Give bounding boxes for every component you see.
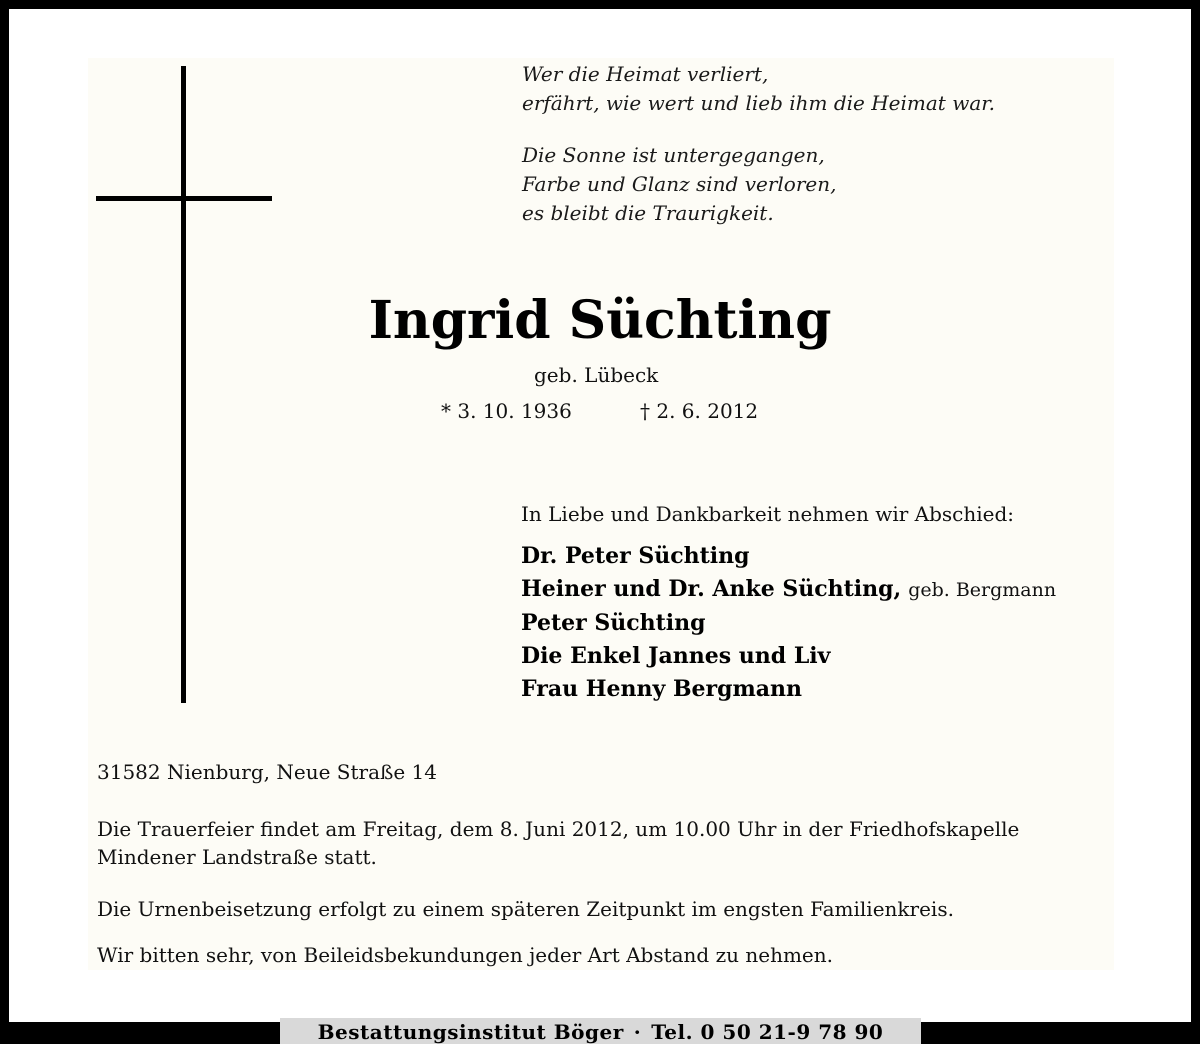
poem-stanza-2 — [522, 141, 836, 228]
deceased-name: Ingrid Süchting — [368, 290, 832, 351]
cross-icon-vertical — [181, 66, 186, 703]
mourner-name: Frau Henny Bergmann — [521, 676, 803, 702]
mourners-list — [521, 540, 1056, 706]
poem-line: Farbe und Glanz sind verloren, — [522, 172, 837, 196]
funeral-notice-line: Die Trauerfeier findet am Freitag, dem 8. Juni 2012, um 10.00 Uhr in der Friedhofskapelle — [97, 817, 1020, 841]
cross-icon-horizontal — [96, 196, 272, 201]
poem-line: Wer die Heimat verliert, — [522, 62, 769, 86]
mourner-item — [521, 573, 1056, 607]
mourner-name: Die Enkel Jannes und Liv — [521, 643, 831, 669]
urn-notice: Die Urnenbeisetzung erfolgt zu einem späteren Zeitpunkt im engsten Familienkreis. — [97, 897, 954, 921]
mourner-item — [521, 540, 1056, 573]
poem-line: Die Sonne ist untergegangen, — [522, 143, 825, 167]
mourner-item — [521, 607, 1056, 640]
poem-line: es bleibt die Traurigkeit. — [522, 201, 774, 225]
mourner-note: geb. Bergmann — [908, 579, 1057, 601]
mourner-name: Dr. Peter Süchting — [521, 543, 750, 569]
family-address: 31582 Nienburg, Neue Straße 14 — [97, 760, 437, 784]
poem-stanza-1 — [522, 60, 995, 118]
farewell-text: In Liebe und Dankbarkeit nehmen wir Abschied: — [521, 502, 1014, 526]
birth-date: * 3. 10. 1936 — [441, 399, 572, 423]
mourner-item — [521, 673, 1056, 706]
funeral-notice — [97, 815, 1117, 871]
funeral-home-name: Bestattungsinstitut Böger — [317, 1020, 624, 1044]
mourner-item — [521, 640, 1056, 673]
mourner-name: Peter Süchting — [521, 610, 706, 636]
poem-line: erfährt, wie wert und lieb ihm die Heimat war. — [522, 91, 995, 115]
death-date: † 2. 6. 2012 — [640, 399, 759, 423]
funeral-home-footer — [280, 1018, 921, 1044]
funeral-home-phone: Tel. 0 50 21-9 78 90 — [651, 1020, 884, 1044]
condolence-notice: Wir bitten sehr, von Beileidsbekundungen jeder Art Abstand zu nehmen. — [97, 943, 834, 967]
maiden-name: geb. Lübeck — [534, 363, 659, 387]
footer-separator: · — [633, 1020, 642, 1044]
funeral-notice-line: Mindener Landstraße statt. — [97, 845, 377, 869]
mourner-name: Heiner und Dr. Anke Süchting, — [521, 576, 902, 602]
